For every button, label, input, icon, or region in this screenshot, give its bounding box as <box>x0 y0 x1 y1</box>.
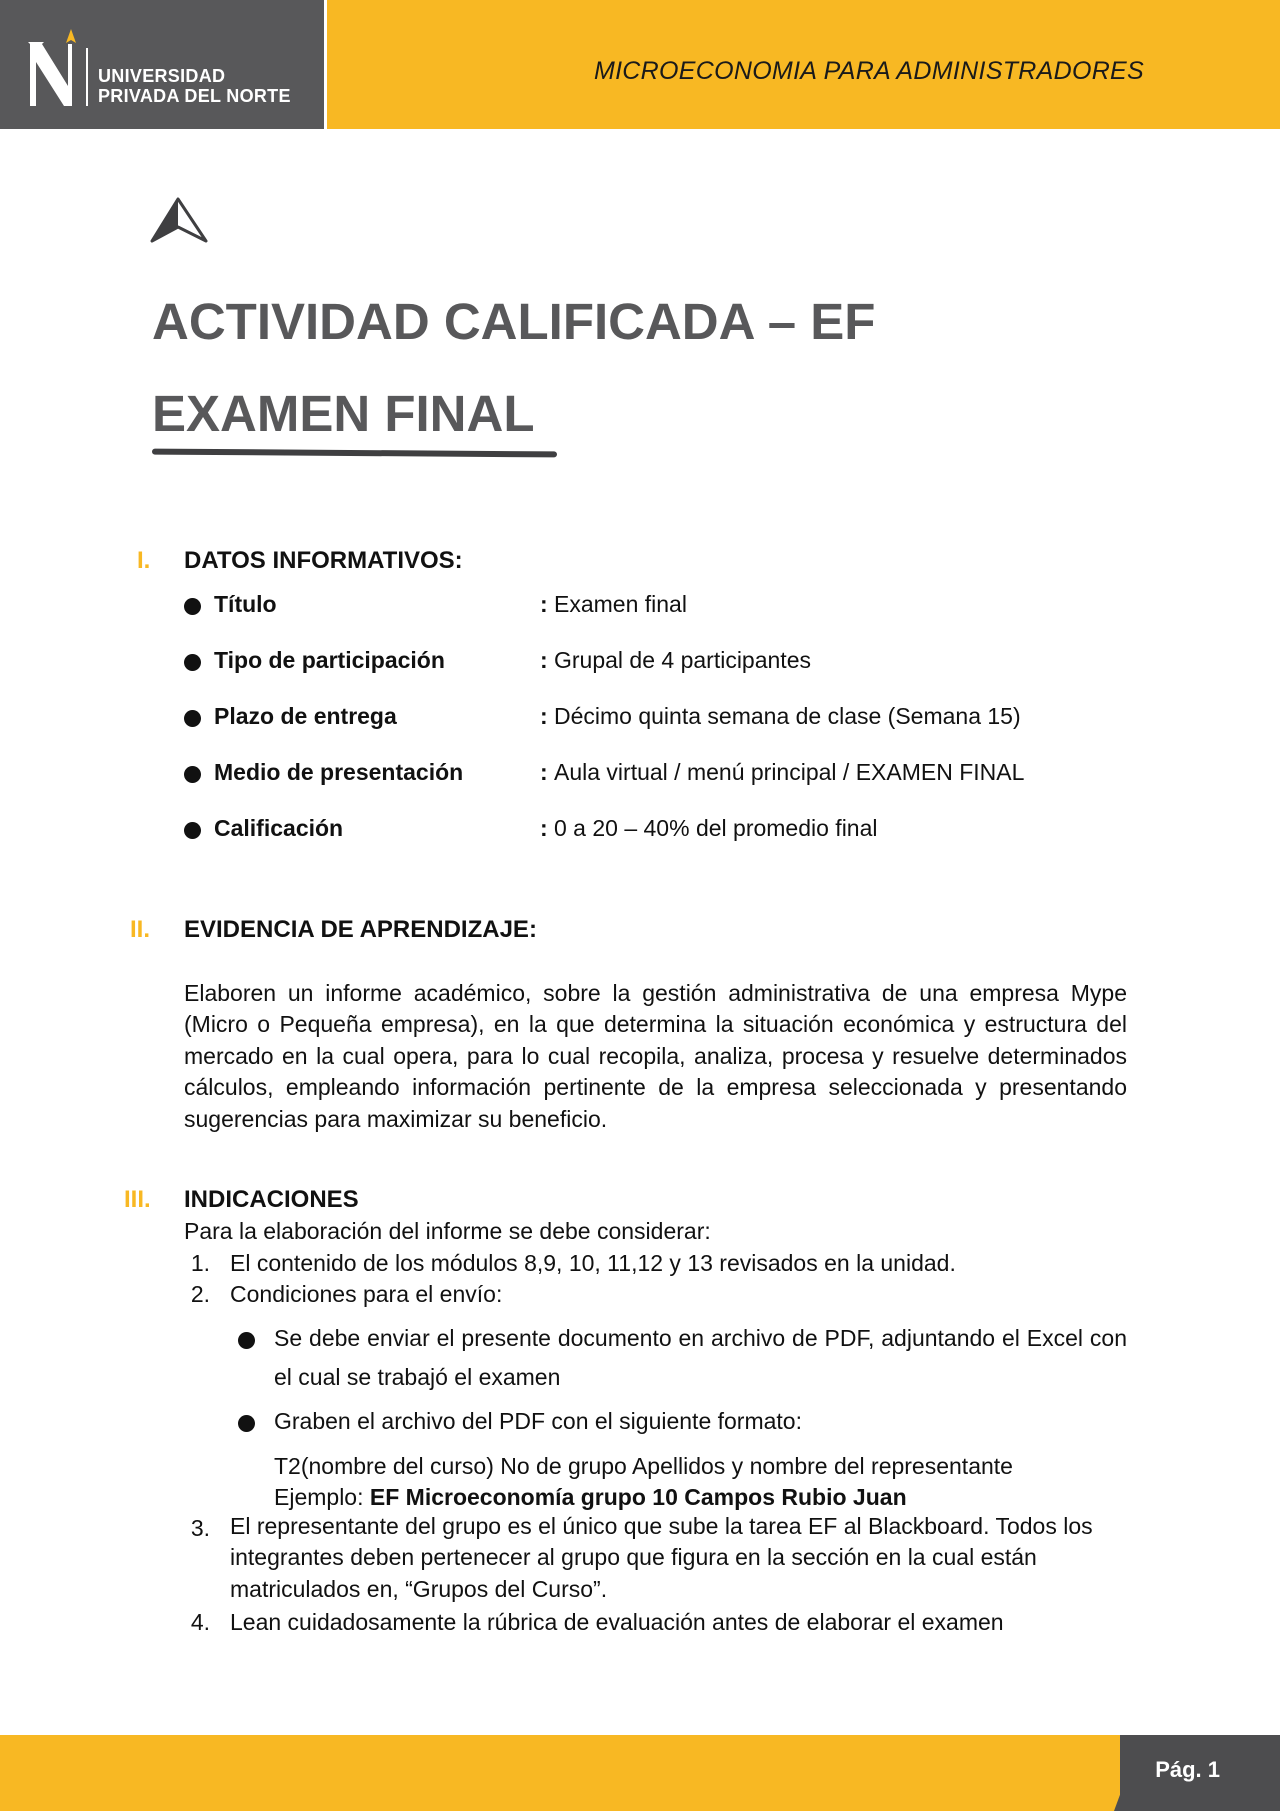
bullet-icon <box>184 654 201 671</box>
logo-line-1: UNIVERSIDAD <box>98 66 226 86</box>
logo-text <box>98 66 291 106</box>
bullet-icon <box>184 710 201 727</box>
page-footer <box>0 1735 1280 1811</box>
logo-line-2: PRIVADA DEL NORTE <box>98 86 291 106</box>
info-value: 0 a 20 – 40% del promedio final <box>554 815 878 841</box>
course-title: MICROECONOMIA PARA ADMINISTRADORES <box>593 57 1144 85</box>
section-1-number: I. <box>137 547 151 574</box>
example-value: EF Microeconomía grupo 10 Campos Rubio Juan <box>369 1484 907 1510</box>
info-value: Examen final <box>554 591 687 617</box>
item-text: Lean cuidadosamente la rúbrica de evaluación antes de elaborar el examen <box>230 1609 1004 1635</box>
format-line: T2(nombre del curso) No de grupo Apellidos y nombre del representante <box>274 1453 1013 1479</box>
info-label: Medio de presentación <box>214 759 464 785</box>
title-underline <box>152 449 557 458</box>
item-number: 4. <box>190 1609 210 1635</box>
item-number: 3. <box>190 1515 210 1541</box>
item-number: 1. <box>190 1250 210 1276</box>
bullet-icon <box>184 766 201 783</box>
section-1-heading: DATOS INFORMATIVOS: <box>184 547 463 574</box>
info-colon: : <box>540 647 548 673</box>
info-colon: : <box>540 591 548 617</box>
info-label: Calificación <box>214 815 344 841</box>
info-row-plazo <box>184 703 1084 733</box>
info-colon: : <box>540 815 548 841</box>
indications-intro: Para la elaboración del informe se debe considerar: <box>184 1218 711 1244</box>
sub-title: EXAMEN FINAL <box>152 385 535 442</box>
item-text: Condiciones para el envío: <box>230 1281 503 1307</box>
example-line <box>274 1484 907 1511</box>
section-2-number: II. <box>130 916 151 943</box>
info-row-medio <box>184 759 1084 789</box>
page-number: Pág. 1 <box>1155 1757 1220 1782</box>
flame-icon <box>65 29 77 45</box>
info-row-calificacion <box>184 815 1084 845</box>
sub-bullet-text: Se debe enviar el presente documento en archivo de PDF, adjuntando el Excel con el cual se trabajó el examen <box>274 1325 1127 1390</box>
info-row-tipo <box>184 647 1084 677</box>
university-logo <box>0 0 327 129</box>
info-label: Título <box>214 591 277 617</box>
info-label: Plazo de entrega <box>214 703 397 729</box>
evidence-paragraph: Elaboren un informe académico, sobre la gestión administrativa de una empresa Mype (Micro o Pequeña empresa), en la que determina la situación económica y estructura del mercado en la cual opera, para lo cual recopila, analiza, procesa y resuelve determinados cálculos, empleando información pertinente de la empresa seleccionada y presentando sugerencias para maximizar su beneficio. <box>184 980 1127 1132</box>
main-title: ACTIVIDAD CALIFICADA – EF <box>152 293 876 350</box>
item-number: 2. <box>190 1281 210 1307</box>
info-value: Décimo quinta semana de clase (Semana 15) <box>554 703 1021 729</box>
item-text: El contenido de los módulos 8,9, 10, 11,12 y 13 revisados en la unidad. <box>230 1250 956 1276</box>
info-colon: : <box>540 759 548 785</box>
item-text: El representante del grupo es el único que sube la tarea EF al Blackboard. Todos los integrantes deben pertenecer al grupo que figura en la sección en la cual están matriculados en, “Grupos del Curso”. <box>230 1513 1093 1602</box>
sub-bullet-text: Graben el archivo del PDF con el siguiente formato: <box>274 1408 802 1434</box>
bullet-icon <box>238 1415 255 1432</box>
info-label: Tipo de participación <box>214 647 445 673</box>
logo-divider <box>86 48 88 106</box>
example-label: Ejemplo: <box>274 1484 370 1510</box>
bullet-icon <box>184 598 201 615</box>
info-value: Aula virtual / menú principal / EXAMEN FINAL <box>554 759 1025 785</box>
bullet-icon <box>238 1332 255 1349</box>
info-row-titulo <box>184 591 1084 621</box>
info-value: Grupal de 4 participantes <box>554 647 811 673</box>
page-header <box>0 0 1280 129</box>
bullet-icon <box>184 822 201 839</box>
section-3-heading: INDICACIONES <box>184 1186 359 1213</box>
navigation-arrow-icon <box>150 197 208 245</box>
info-colon: : <box>540 703 548 729</box>
section-3-number: III. <box>124 1186 151 1213</box>
section-2-heading: EVIDENCIA DE APRENDIZAJE: <box>184 916 537 943</box>
